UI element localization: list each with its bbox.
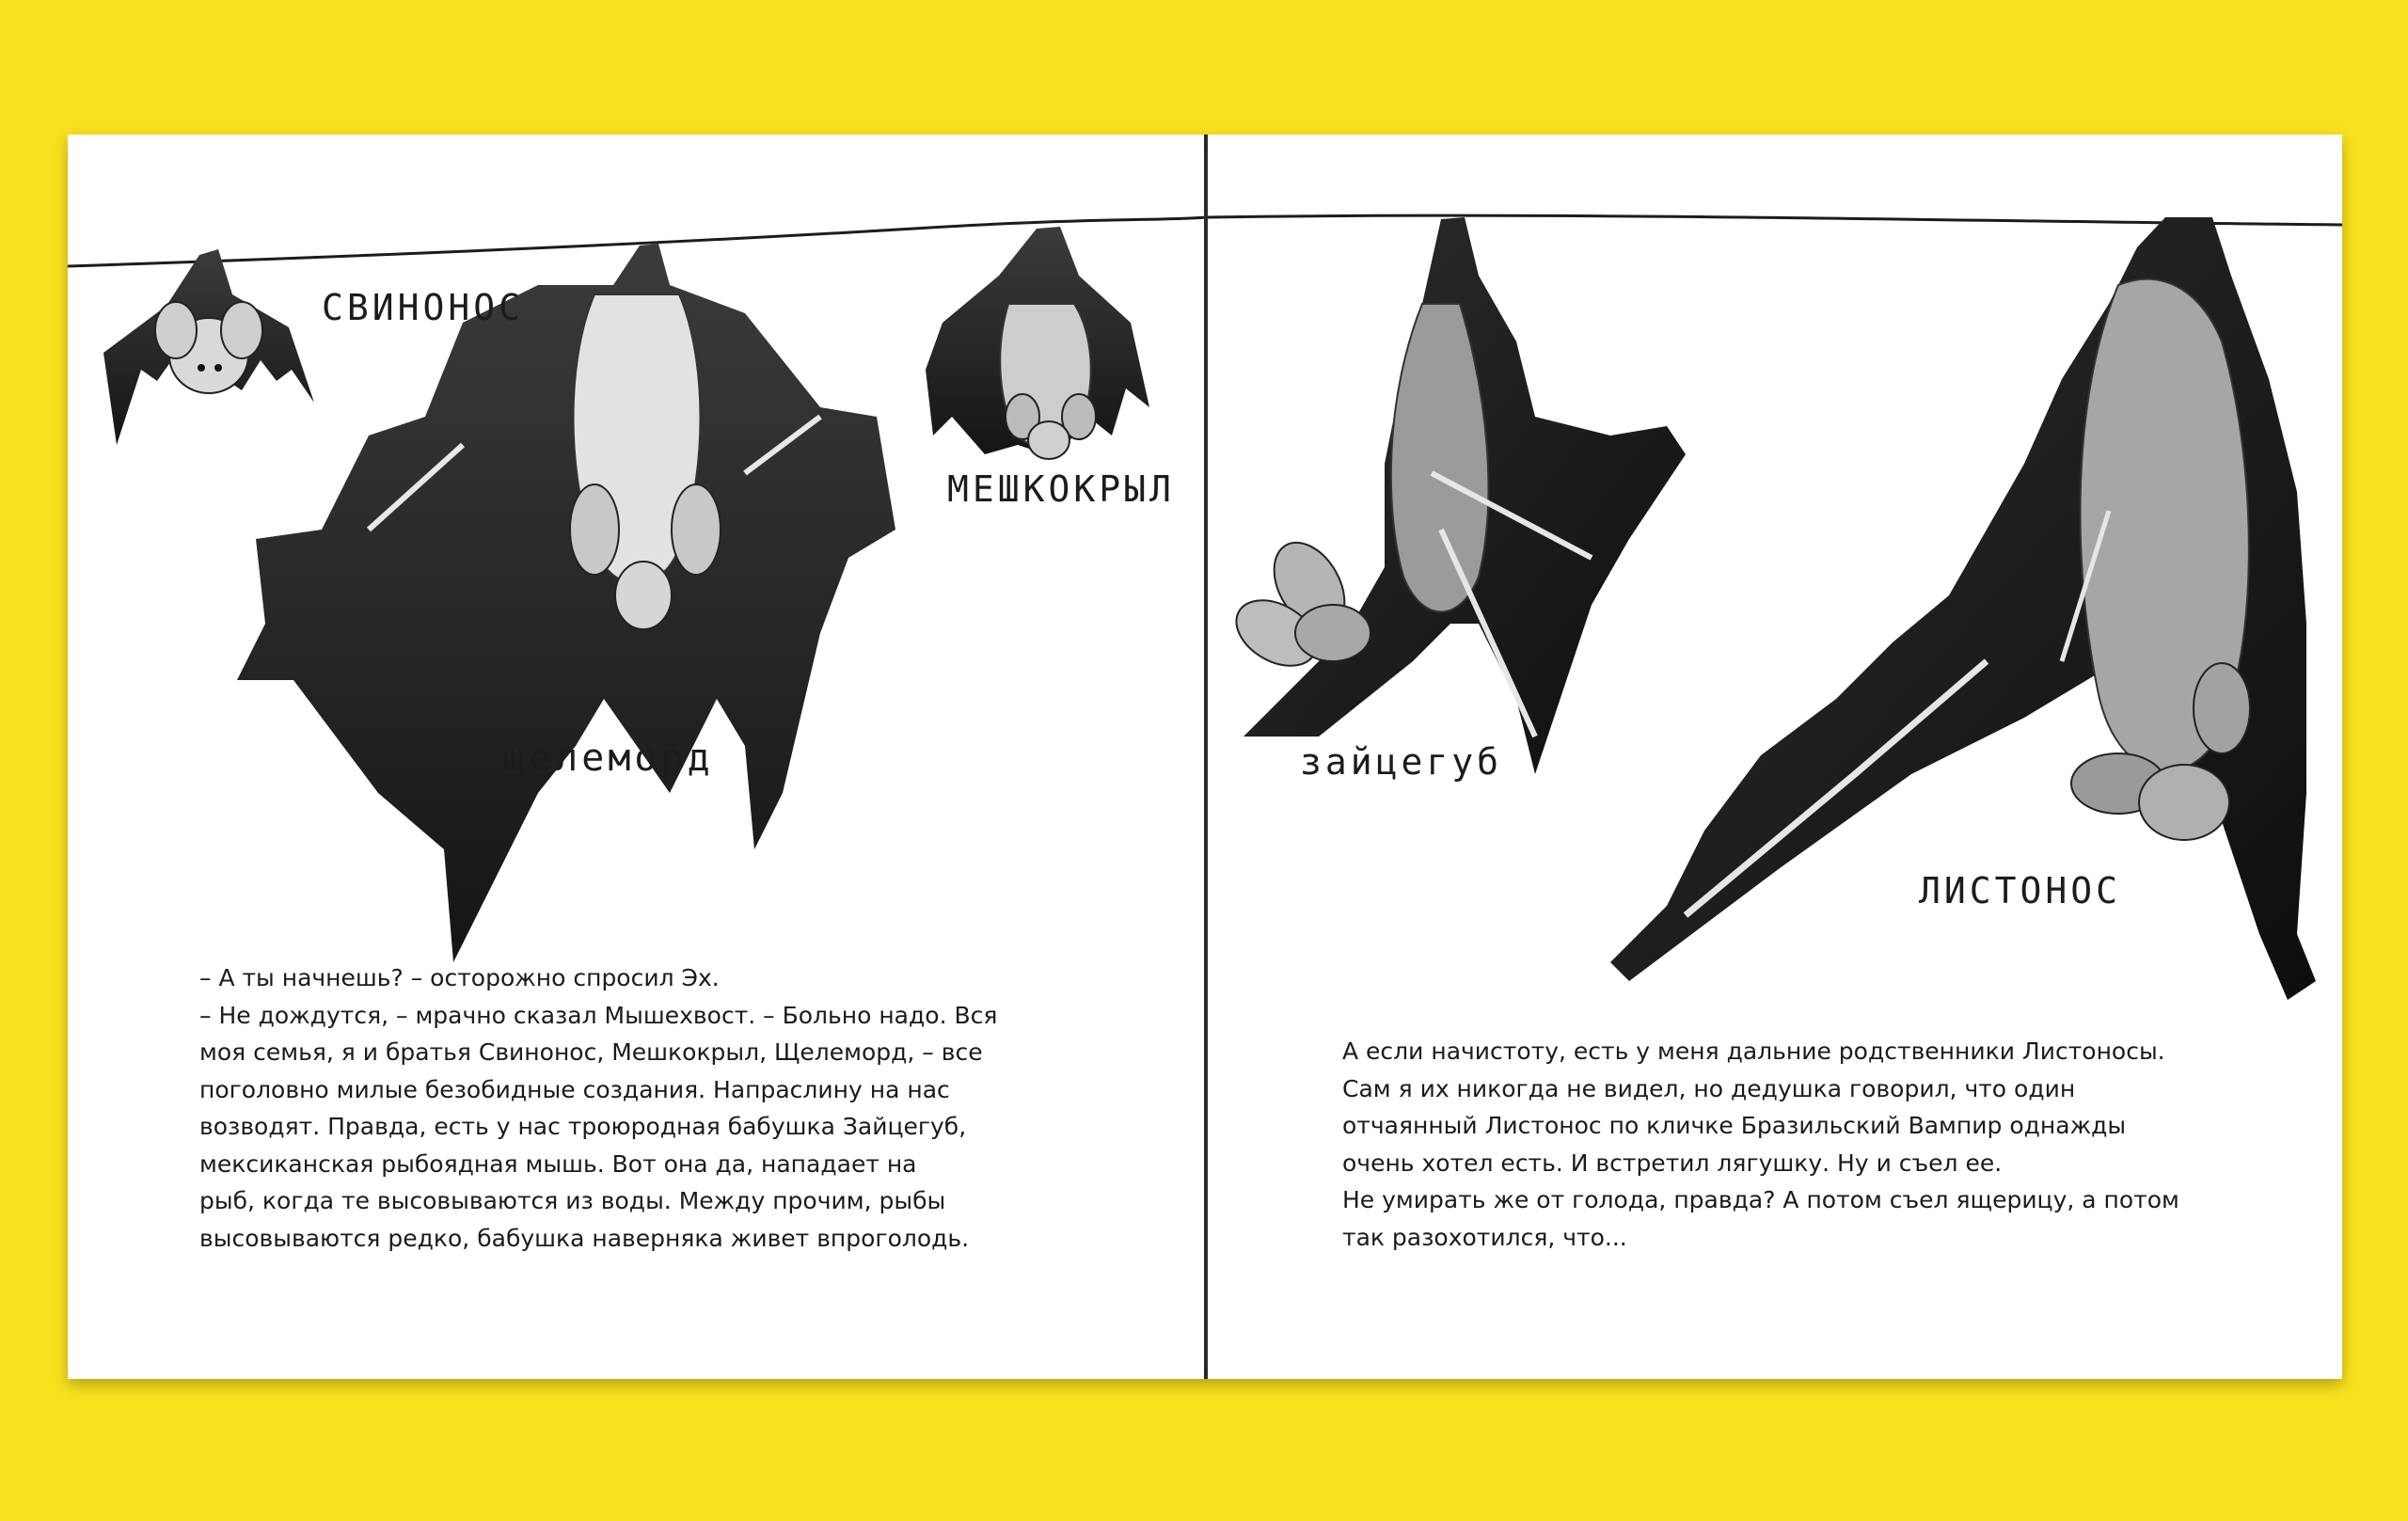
text-line: отчаянный Листонос по кличке Бразильский Вампир однажды [1342, 1112, 2127, 1139]
text-line: – Не дождутся, – мрачно сказал Мышехвост. – Больно надо. Вся [199, 1001, 998, 1029]
text-line: высовываются редко, бабушка наверняка живет впроголодь. [199, 1224, 970, 1252]
text-line: А если начистоту, есть у меня дальние родственники Листоносы. [1342, 1038, 2165, 1065]
bat-zaytsegub-drawing [1225, 217, 1686, 774]
text-line: возводят. Правда, есть у нас троюродная бабушка Зайцегуб, [199, 1113, 967, 1140]
book-gutter [1204, 135, 1208, 1379]
left-page-text [199, 959, 997, 1257]
book-spread [68, 135, 2342, 1379]
label-listonos: ЛИСТОНОС [1919, 870, 2122, 911]
text-line: рыб, когда те высовываются из воды. Между прочим, рыбы [199, 1187, 946, 1214]
text-line: поголовно милые безобидные создания. Напраслину на нас [199, 1075, 950, 1103]
bat-meshkokryl-drawing [926, 227, 1149, 459]
label-meshkokryl: МЕШКОКРЫЛ [947, 468, 1175, 510]
text-line: очень хотел есть. И встретил лягушку. Ну и съел ее. [1342, 1149, 2003, 1177]
text-line: моя семья, я и братья Свинонос, Мешкокрыл, Щелеморд, – все [199, 1038, 983, 1066]
bat-svinonos-drawing [103, 249, 314, 445]
label-svinonos: СВИНОНОС [322, 287, 525, 328]
label-shchelemord: щелеморд [502, 737, 714, 780]
bat-shchelemord-drawing [237, 244, 895, 962]
text-line: Сам я их никогда не видел, но дедушка говорил, что один [1342, 1074, 2076, 1102]
text-line: Не умирать же от голода, правда? А потом съел ящерицу, а потом [1342, 1186, 2179, 1213]
label-zaytsegub: зайцегуб [1300, 741, 1503, 783]
text-line: так разохотился, что... [1342, 1223, 1627, 1251]
text-line: мексиканская рыбоядная мышь. Вот она да, нападает на [199, 1149, 917, 1178]
text-line: – А ты начнешь? – осторожно спросил Эх. [199, 964, 720, 991]
right-page-text [1342, 1033, 2179, 1256]
